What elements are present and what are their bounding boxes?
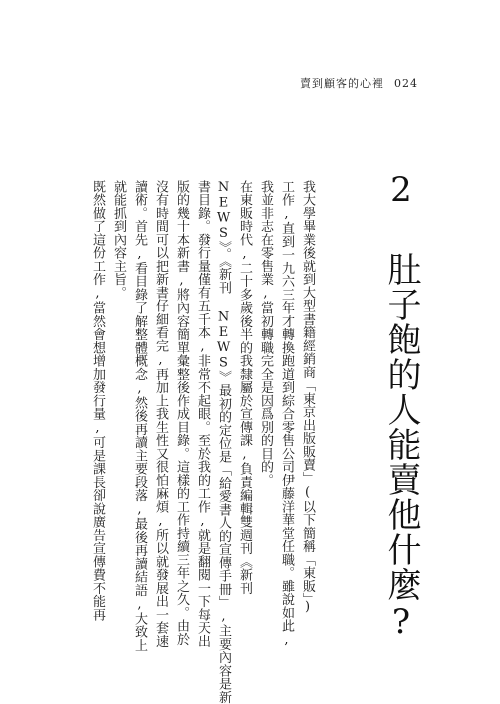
running-title: 賣到顧客的心裡: [300, 77, 384, 90]
body-line-11: 既然做了這份工作,當然會想增加發行量,可是課長卻說廣告宣傳費不能再: [90, 180, 105, 622]
body-line-4: 在東販時代,二十多歲後半的我隸屬於宣傳課,負責編輯雙週刊《新刊: [237, 180, 252, 595]
body-line-1: 我大學畢業後就到大型書籍經銷商「東京出版販賣」(以下簡稱「東販」): [300, 180, 315, 615]
body-line-8: 沒有時間可以把新書仔細看完,再加上我生性又很怕麻煩,所以就發展出一套速: [153, 180, 168, 648]
body-line-7: 版的幾十本新書,將內容簡單彙整後作成目錄。這樣的工作持續三年之久。由於: [174, 180, 189, 646]
body-line-10: 就能抓到內容主旨。: [111, 180, 126, 300]
body-line-3: 我並非志在零售業,當初轉職完全是因爲別的目的。: [258, 180, 273, 487]
body-line-9: 讀術。首先,看目錄了解整體概念,然後再讀主要段落,最後再讀結語,大致上: [132, 180, 147, 652]
chapter-title: 2 肚子飽的人能賣他什麼?: [381, 170, 421, 643]
page-number: 024: [394, 76, 418, 90]
running-header: [300, 76, 430, 90]
body-line-6: 書目錄。發行量僅有五千本,非常不起眼。至於我的工作,就是翻閱一下每天出: [195, 180, 210, 648]
body-line-5: NEWS》。《新刊 NEWS》最初的定位是「給愛書人的宣傳手冊」,主要內容是新: [216, 180, 231, 704]
body-line-2: 工作,直到一九六三年才轉換跑道到綜合零售公司伊藤洋華堂任職。雖說如此,: [279, 180, 294, 648]
